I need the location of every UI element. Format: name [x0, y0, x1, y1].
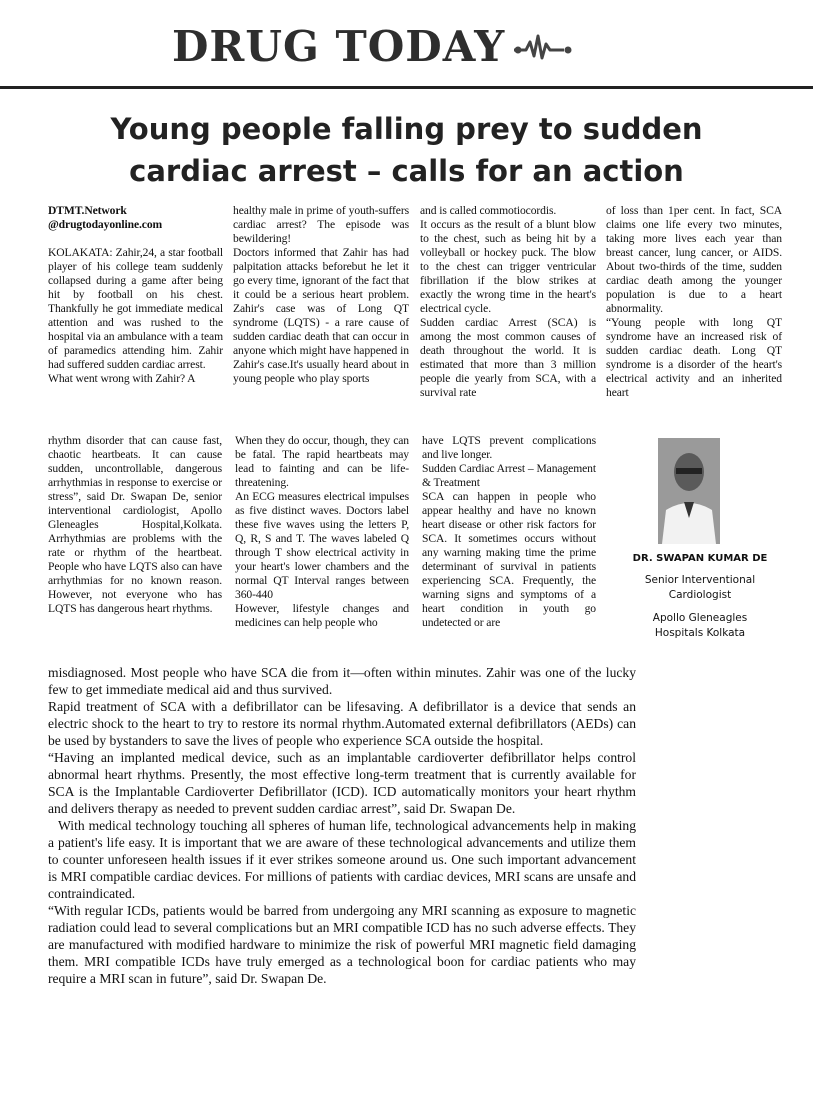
paragraph: SCA can happen in people who appear healthy and have no known heart disease or other risk factors for SCA. It sometimes occurs without any warning making time the prime determinant of survival in patients experiencing SCA. Frequently, the warning signs and symptoms of a heart condition in youth go undetected or are: [422, 490, 596, 629]
column-7: [422, 434, 596, 630]
byline-network: DTMT.Network: [48, 204, 127, 217]
masthead-title: DRUG TODAY: [172, 22, 506, 71]
byline-site: @drugtodayonline.com: [48, 218, 163, 231]
masthead: [0, 0, 813, 89]
column-1: [48, 204, 223, 386]
column-2: [233, 204, 409, 386]
doctor-title-line-1: Senior Interventional: [644, 574, 756, 586]
paragraph: “With regular ICDs, patients would be barred from undergoing any MRI scanning as exposure to magnetic radiation could lead to several complications but an MRI compatible ICD has no such adverse effects. They are manufactured with modified hardware to minimize the risk of powerful MRI magnetic field damaging them. MRI compatible ICDs have truly emerged as a technological boon for cardiac patients who may require a MRI scan in future”, said Dr. Swapan De.: [48, 903, 636, 986]
column-5: [48, 434, 222, 616]
paragraph: An ECG measures electrical impulses as five distinct waves. Doctors label these five waves using the letters P, Q, R, S and T. The waves labeled Q through T show electrical activity in your heart's lower chambers and the normal QT Interval ranges between 360-440: [235, 490, 409, 601]
doctor-name: DR. SWAPAN KUMAR DE: [632, 553, 768, 564]
headline-line-1: Young people falling prey to sudden: [110, 112, 703, 146]
paragraph: healthy male in prime of youth-suffers cardiac arrest? The episode was bewildering!: [233, 204, 409, 245]
heartbeat-pulse-icon: [512, 32, 576, 62]
paragraph: Sudden cardiac Arrest (SCA) is among the most common causes of death throughout the world. It is estimated that more than 3 million people die yearly from SCA, with a survival rate: [420, 316, 596, 399]
lower-text-block: [48, 664, 636, 987]
column-3: [420, 204, 596, 400]
doctor-title-line-2: Cardiologist: [668, 589, 732, 601]
doctor-hospital: [620, 611, 780, 641]
doctor-hospital-line-2: Hospitals Kolkata: [654, 627, 746, 639]
doctor-photo: [658, 438, 720, 544]
paragraph: and is called commotiocordis.: [420, 204, 557, 217]
doctor-portrait-icon: [658, 438, 720, 544]
paragraph: When they do occur, though, they can be fatal. The rapid heartbeats may lead to fainting and can be life-threatening.: [235, 434, 409, 489]
headline-line-2: cardiac arrest – calls for an action: [129, 154, 684, 188]
subheading: Sudden Cardiac Arrest – Management & Treatment: [422, 462, 596, 489]
paragraph: It occurs as the result of a blunt blow to the chest, such as being hit by a volleyball or hockey puck. The blow to the chest can trigger ventricular fibrillation if the blow strikes at exactly the wrong time in the heart's electrical cycle.: [420, 218, 596, 315]
paragraph: have LQTS prevent complications and live longer.: [422, 434, 596, 461]
column-6: [235, 434, 409, 630]
paragraph: rhythm disorder that can cause fast, chaotic heartbeats. It can cause sudden, uncontrollable, dangerous arrhythmias in response to exercise or stress”, said Dr. Swapan De, senior interventional cardiologist, Apollo Gleneagles Hospital,Kolkata. Arrhythmias are problems with the rate or rhythm of the heartbeat. People who have LQTS also can have arrhythmias for no known reason. However, not everyone who has LQTS has dangerous heart rhythms.: [48, 434, 222, 615]
paragraph: KOLAKATA: Zahir,24, a star football player of his college team suddenly collapsed during a game after being hit by football on his chest. Thankfully he got immediate medical attention and was rushed to the hospital via an ambulance with a team of paramedics attending him. Zahir had suffered sudden cardiac arrest.: [48, 246, 223, 371]
paragraph: Doctors informed that Zahir has had palpitation attacks beforebut he let it go every time, ignorant of the fact that it could be a serious heart problem. Zahir's case was of Long QT syndrome (LQTS) - a rare cause of sudden cardiac death that can occur in anyone which might have happened in Zahir's case.It's usually heard about in young people who play sports: [233, 246, 409, 385]
doctor-title: [620, 573, 780, 603]
paragraph: misdiagnosed. Most people who have SCA die from it—often within minutes. Zahir was one of the lucky few to get immediate medical aid and thus survived.: [48, 665, 636, 697]
column-4: [606, 204, 782, 400]
paragraph: Rapid treatment of SCA with a defibrillator can be lifesaving. A defibrillator is a device that sends an electric shock to the heart to try to restore its normal rhythm.Automated external defibrillators (AEDs) can be used by bystanders to save the lives of people who experience SCA outside the hospital.: [48, 699, 636, 748]
paragraph: However, lifestyle changes and medicines can help people who: [235, 602, 409, 629]
paragraph: of loss than 1per cent. In fact, SCA claims one life every two minutes, taking more lives each year than breast cancer, lung cancer, or AIDS. About two-thirds of the time, sudden cardiac death among the younger population is due to a heart abnormality.: [606, 204, 782, 315]
paragraph: “Young people with long QT syndrome have an increased risk of sudden cardiac death. Long QT syndrome is a disorder of the heart's electrical activity and an inherited heart: [606, 316, 782, 399]
paragraph: What went wrong with Zahir? A: [48, 372, 196, 385]
headline: [60, 108, 753, 192]
paragraph: “Having an implanted medical device, such as an implantable cardioverter defibrillator helps control abnormal heart rhythms. Presently, the most effective long-term treatment that is currently available for SCA is the Implantable Cardioverter Defibrillator (ICD). ICD automatically monitors your heart rhythm and delivers therapy as needed to prevent sudden cardiac arrest”, said Dr. Swapan De.: [48, 750, 636, 816]
paragraph: With medical technology touching all spheres of human life, technological advancements help in making a patient's life easy. It is important that we are aware of these technological advancements and utilize them to counter unforeseen health issues if it ever strikes someone around us. One such important advancement is MRI compatible cardiac devices. For millions of patients with cardiac devices, MRI scans are unsafe and contraindicated.: [48, 818, 636, 901]
doctor-hospital-line-1: Apollo Gleneagles: [652, 612, 748, 624]
